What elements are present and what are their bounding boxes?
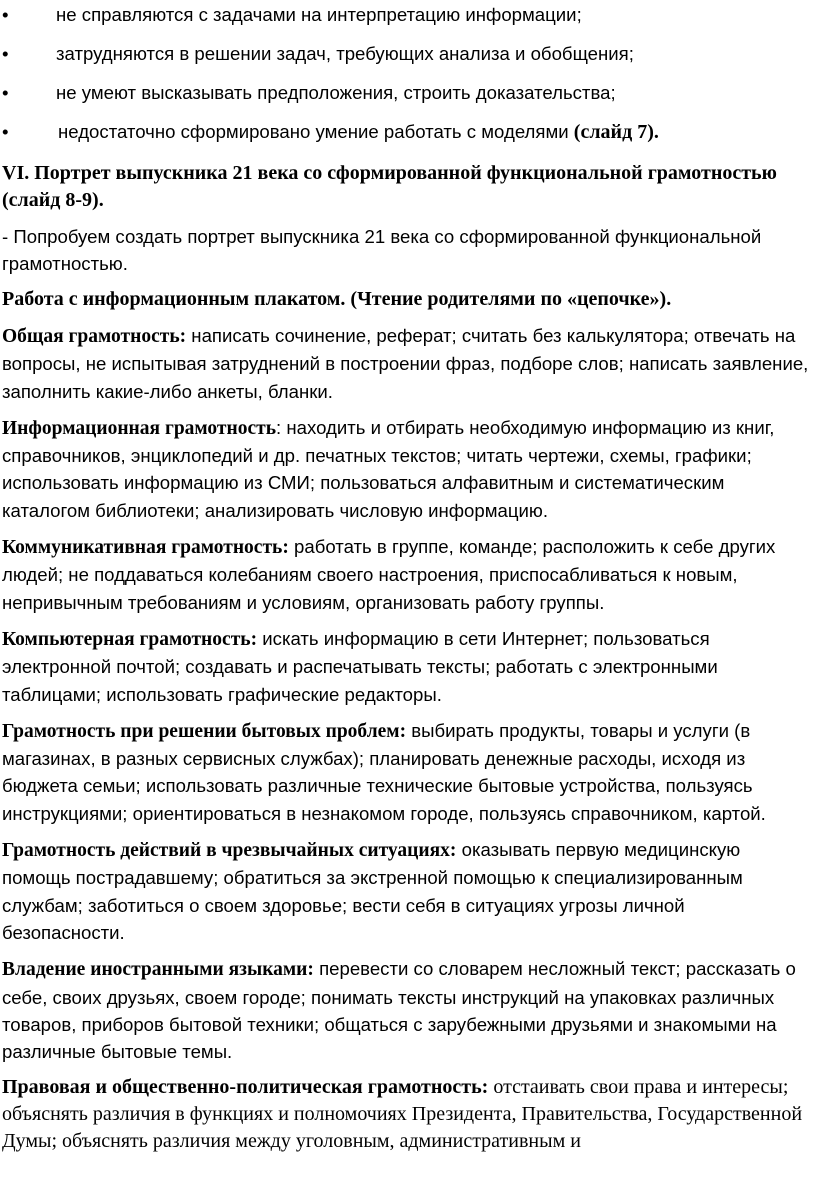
literacy-term: Правовая и общественно-политическая грамотность: [2,1076,489,1099]
list-item [0,121,816,143]
intro-text: - Попробуем создать портрет выпускника 21 века со сформированной функциональной грамотностью. [2,226,762,274]
slide-reference: (слайд 7). [573,121,659,143]
list-item-text: недостаточно сформировано умение работать с моделями [58,121,574,142]
literacy-term: Грамотность действий в чрезвычайных ситуациях: [2,840,457,862]
literacy-paragraph [0,322,812,405]
literacy-paragraph [0,625,812,708]
literacy-description: искать информацию в сети Интернет; пользоваться электронной почтой; создавать и распечатывать тексты; работать с электронными таблицами; использовать графические редакторы. [2,627,718,705]
literacy-description: работать в группе, команде; расположить к себе других людей; не поддаваться колебаниям своего настроения, приспосабливаться к новым, непривычным требованиям и условиям, организовать работу группы. [2,536,776,613]
literacy-paragraph [0,1074,814,1155]
list-item [0,4,816,26]
difficulties-list [0,4,816,143]
list-item [0,43,816,65]
literacy-description: : находить и отбирать необходимую информацию из книг, справочников, энциклопедий и др. печатных текстов; читать чертежи, схемы, графики; использовать информацию из СМИ; пользоваться алфавитным и систематическим каталогом библиотеки; анализировать числовую информацию. [2,416,775,521]
list-item-text: не справляются с задачами на интерпретацию информации; [56,4,582,25]
list-item [0,82,816,104]
literacy-paragraph [0,533,812,616]
list-item-text: не умеют высказывать предположения, строить доказательства; [56,82,616,103]
literacy-term: Коммуникативная грамотность: [2,537,289,559]
literacy-term: Компьютерная грамотность: [2,628,258,650]
literacy-paragraph [0,717,812,827]
work-heading: Работа с информационным плакатом. (Чтение родителями по «цепочке»). [2,288,672,310]
literacy-description: оказывать первую медицинскую помощь пострадавшему; обратиться за экстренной помощью к специализированным службам; заботиться о своем здоровье; вести себя в ситуациях угрозы личной безопасности. [2,839,743,943]
literacy-description: отстаивать свои права и интересы; объяснять различия в функциях и полномочиях Президента, Правительства, Государственной Думы; объяснять различия между уголовным, административным и [2,1076,803,1153]
literacy-description: написать сочинение, реферат; считать без калькулятора; отвечать на вопросы, не испытывая затруднений в построении фраз, подборе слов; написать заявление, заполнить какие-либо анкеты, бланки. [2,325,809,402]
literacy-paragraph [0,414,812,524]
literacy-description: выбирать продукты, товары и услуги (в магазинах, в разных сервисных службах); планировать денежные расходы, исходя из бюджета семьи; использовать различные технические бытовые устройства, пользуясь инструкциями; ориентироваться в незнакомом городе, пользуясь справочником, картой. [2,719,766,824]
literacy-paragraph [0,836,812,946]
bullet-marker: • [2,82,9,103]
list-item-text: затрудняются в решении задач, требующих анализа и обобщения; [56,43,634,64]
literacy-term: Владение иностранными языками: [2,959,314,981]
literacy-description: перевести со словарем несложный текст; рассказать о себе, своих друзьях, своем городе; понимать тексты инструкций на упаковках различных товаров, приборов бытовой техники; общаться с зарубежными друзьями и знакомыми на различные бытовые темы. [2,958,796,1063]
bullet-marker: • [2,121,9,142]
literacy-paragraph [0,955,812,1065]
literacy-term: Общая грамотность: [2,326,187,347]
bullet-marker: • [2,43,9,64]
bullet-marker: • [2,4,9,25]
literacy-term: Грамотность при решении бытовых проблем: [2,720,407,742]
section-heading: VI. Портрет выпускника 21 века со сформированной функциональной грамотностью (слайд 8-9). [2,162,777,211]
literacy-term: Информационная грамотность [2,417,277,439]
